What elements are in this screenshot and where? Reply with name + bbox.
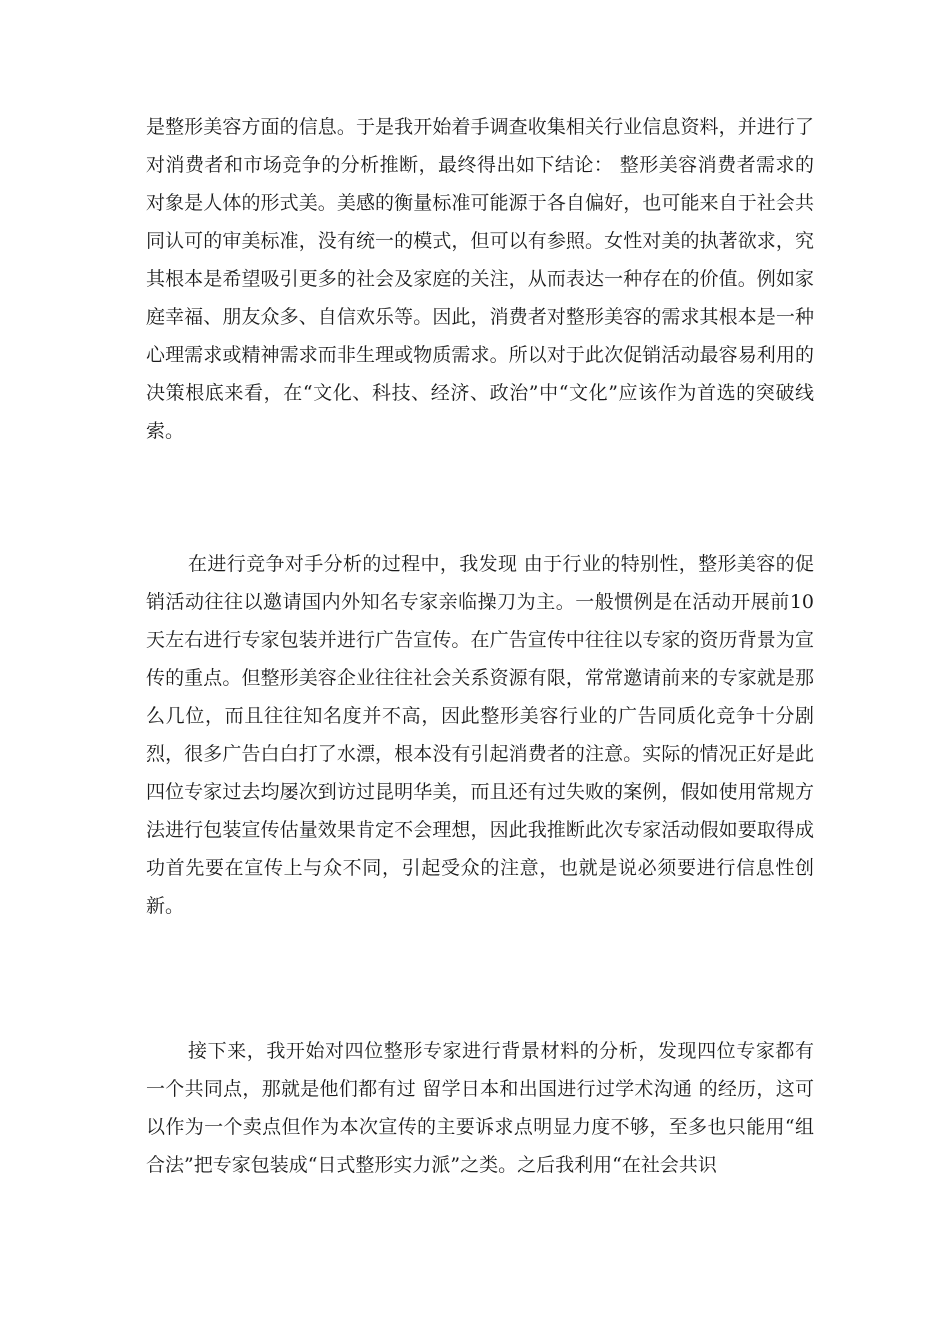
paragraph-1 (146, 108, 814, 450)
paragraph-2-text: 在进行竞争对手分析的过程中，我发现 由于行业的特别性，整形美容的促销活动往往以邀请国内外知名专家亲临操刀为主。一般惯例是在活动开展前10天左右进行专家包装并进行广告宣传。在广告宣传中往往以专家的资历背景为宣传的重点。但整形美容企业往往社会关系资源有限，常常邀请前来的专家就是那么几位，而且往往知名度并不高，因此整形美容行业的广告同质化竞争十分剧烈，很多广告白白打了水漂，根本没有引起消费者的注意。实际的情况正好是此四位专家过去均屡次到访过昆明华美，而且还有过失败的案例，假如使用常规方法进行包装宣传估量效果肯定不会理想，因此我推断此次专家活动假如要取得成功首先要在宣传上与众不同，引起受众的注意，也就是说必须要进行信息性创新。 (146, 553, 814, 917)
paragraph-3-text: 接下来，我开始对四位整形专家进行背景材料的分析，发现四位专家都有一个共同点，那就是他们都有过 留学日本和出国进行过学术沟通 的经历，这可以作为一个卖点但作为本次宣传的主要诉求点明显力度不够，至多也只能用“组合法”把专家包装成“日式整形实力派”之类。之后我利用“在社会共识 (146, 1040, 814, 1176)
paragraph-2 (146, 545, 814, 925)
paragraph-1-text: 是整形美容方面的信息。于是我开始着手调查收集相关行业信息资料，并进行了对消费者和市场竞争的分析推断，最终得出如下结论： 整形美容消费者需求的对象是人体的形式美。美感的衡量标准可能源于各自偏好，也可能来自于社会共同认可的审美标准，没有统一的模式，但可以有参照。女性对美的执著欲求，究其根本是希望吸引更多的社会及家庭的关注，从而表达一种存在的价值。例如家庭幸福、朋友众多、自信欢乐等。因此，消费者对整形美容的需求其根本是一种心理需求或精神需求而非生理或物质需求。所以对于此次促销活动最容易利用的决策根底来看，在“文化、科技、经济、政治”中“文化”应该作为首选的突破线索。 (146, 116, 814, 442)
paragraph-3 (146, 1032, 814, 1184)
